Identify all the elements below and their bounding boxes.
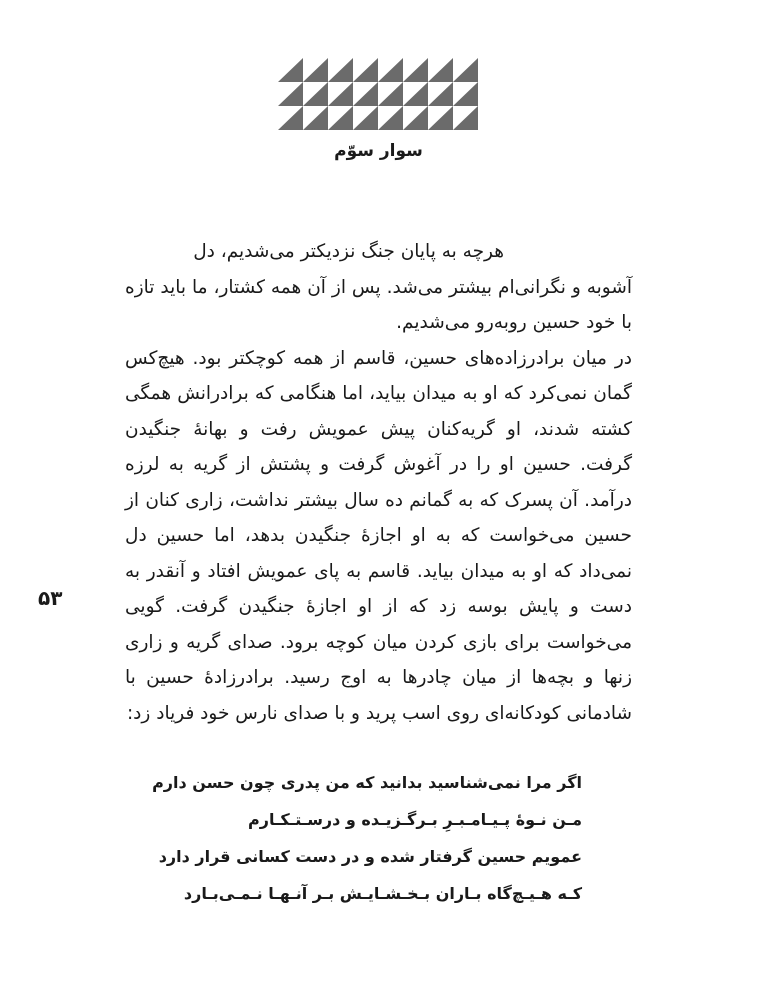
ornament-triangle <box>278 82 303 106</box>
page-number: ۵۳ <box>38 586 63 610</box>
chapter-title: سوار سوّم <box>334 141 423 161</box>
ornament-triangle <box>303 58 328 82</box>
ornament-triangle <box>453 106 478 130</box>
ornament-triangle <box>403 106 428 130</box>
ornament-triangle <box>428 58 453 82</box>
ornament-triangle <box>353 58 378 82</box>
ornament-triangle <box>328 82 353 106</box>
paragraph-1-first-line: هرچه به پایان جنگ نزدیکتر می‌شدیم، دل <box>193 241 504 262</box>
ornament-triangle <box>428 106 453 130</box>
ornament-triangle <box>453 58 478 82</box>
triangle-ornament-icon <box>278 58 478 130</box>
ornament-triangle <box>453 82 478 106</box>
poem <box>152 764 582 912</box>
ornament-triangle <box>378 82 403 106</box>
ornament-triangle <box>328 106 353 130</box>
ornament-triangle <box>303 82 328 106</box>
poem-line: کـه هـیـچ‌گاه بـاران بـخـشـایـش بـر آنـهـا نـمـی‌بـارد <box>183 884 582 903</box>
ornament-triangle <box>378 106 403 130</box>
ornament-triangle <box>403 58 428 82</box>
paragraph-2: در میان برادرزاده‌های حسین، قاسم از همه کوچکتر بود. هیچ‌کس گمان نمی‌کرد که او به میدان بیاید، اما هنگامی که برادرانش همگی کشته شدند، او گریه‌کنان پیش عمویش رفت و بهانهٔ جنگیدن گرفت. حسین او را در آغوش گرفت و پشتش از گریه به لرزه درآمد. آن پسرک که به گمانم ده سال بیشتر نداشت، زاری کنان از حسین می‌خواست که به او اجازهٔ جنگیدن بدهد، اما حسین دل نمی‌داد که او به میدان بیاید. قاسم به پای عمویش افتاد و آنقدر به دست و پایش بوسه زد که از او اجازهٔ جنگیدن گرفت. گویی می‌خواست برای بازی کردن میان کوچه برود. صدای گریه و زاری زنها و بچه‌ها از میان چادرها به اوج رسید. برادرزادهٔ حسین با شادمانی کودکانه‌ای روی اسب پرید و با صدای نارس خود فریاد زد: <box>125 347 632 724</box>
poem-line: عمویم حسین گرفتار شده و در دست کسانی قرار دارد <box>158 847 582 866</box>
ornament-triangle <box>303 106 328 130</box>
poem-line: مـن نـوهٔ پـیـامـبـرِ بـرگـزیـده و درسـتـکـارم <box>248 810 582 829</box>
ornament-triangle <box>428 82 453 106</box>
ornament-triangle <box>353 106 378 130</box>
ornament-triangle <box>403 82 428 106</box>
body-text <box>125 234 632 731</box>
ornament-triangle <box>278 58 303 82</box>
ornament-triangle <box>378 58 403 82</box>
poem-line: اگر مرا نمی‌شناسید بدانید که من پدری چون حسن دارم <box>152 773 582 792</box>
ornament-triangle <box>278 106 303 130</box>
ornament-triangle <box>328 58 353 82</box>
ornament-triangle <box>353 82 378 106</box>
paragraph-1-continued: آشوبه و نگرانی‌ام بیشتر می‌شد. پس از آن همه کشتار، ما باید تازه با خود حسین روبه‌رو می‌شدیم. <box>125 276 632 333</box>
